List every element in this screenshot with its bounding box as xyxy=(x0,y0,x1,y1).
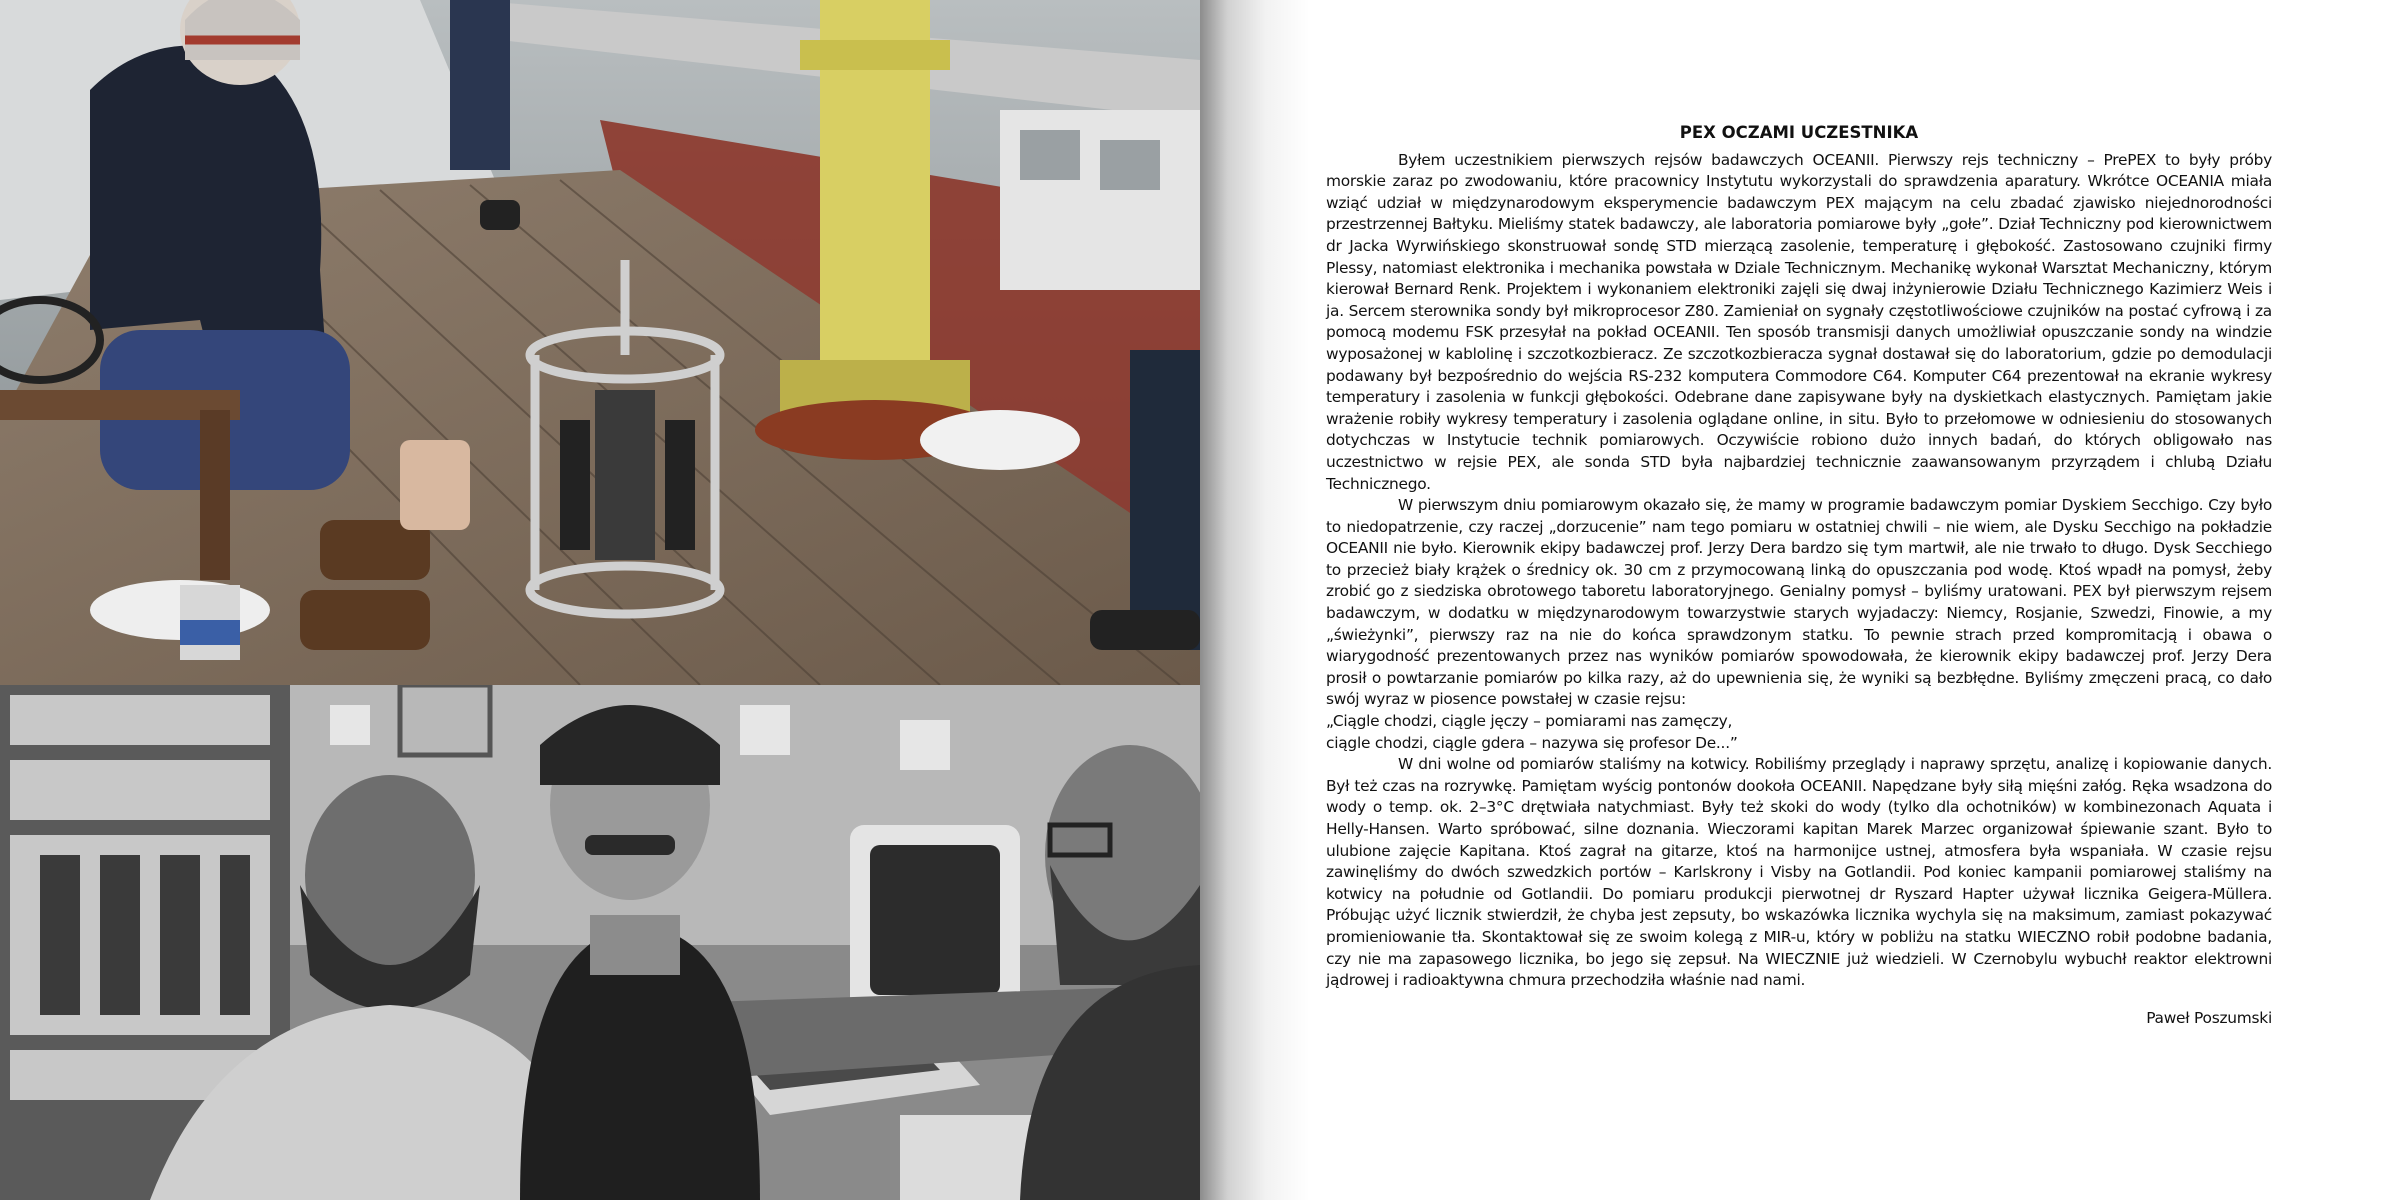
article-paragraph: Byłem uczestnikiem pierwszych rejsów badawczych OCEANII. Pierwszy rejs techniczny – PrePEX to były próby morskie zaraz po zwodowaniu, które pracownicy Instytutu wykorzystali do sprawdzenia aparatury. Wkrótce OCEANIA miała wziąć udział w międzynarodowym eksperymencie badawczym PEX mającym na celu zbadać zjawisko niejednorodności przestrzennej Bałtyku. Mieliśmy statek badawczy, ale laboratoria pomiarowe były „gołe”. Dział Techniczny pod kierownictwem dr Jacka Wyrwińskiego skonstruował sondę STD mierzącą zasolenie, temperaturę i głębokość. Zastosowano czujniki firmy Plessy, natomiast elektronika i mechanika powstała w Dziale Technicznym. Mechanikę wykonał Warsztat Mechaniczny, którym kierował Bernard Renk. Projektem i wykonaniem elektroniki zajęli się dwaj inżynierowie Działu Technicznego Kazimierz Weis i ja. Sercem sterownika sondy był mikroprocesor Z80. Zamieniał on sygnały częstotliwościowe czujników na postać cyfrową i za pomocą modemu FSK przesyłał na pokład OCEANII. Ten sposób transmisji danych umożliwiał opuszczanie sondy na windzie wyposażonej w kablolinę i szczotkozbieracz. Ze szczotkozbieracza sygnał dostawał się do laboratorium, gdzie po demodulacji podawany był bezpośrednio do wejścia RS-232 komputera Commodore C64. Komputer C64 prezentował na ekranie wykresy temperatury i zasolenia w funkcji głębokości. Odebrane dane zapisywane były na dyskietkach elastycznych. Pamiętam jakie wrażenie robiły wykresy temperatury i zasolenia oglądane online, in situ. Było to przełomowe w odniesieniu do stosowanych dotychczas w Instytucie technik pomiarowych. Oczywiście robiono dużo innych badań, do których obligowało nas uczestnictwo w rejsie PEX, ale sonda STD była najbardziej technicznie zaawansowanym przyrządem i chlubą Działu Technicznego. xyxy=(1326,150,2272,493)
deck-photo-graphic xyxy=(0,0,1200,685)
song-verse-line: „Ciągle chodzi, ciągle jęczy – pomiarami nas zamęczy, xyxy=(1326,712,1733,731)
author-signature: Paweł Poszumski xyxy=(2146,1008,2272,1027)
laboratory-photo xyxy=(0,685,1200,1200)
deck-photo xyxy=(0,0,1200,685)
text-page xyxy=(1200,0,2400,1200)
laboratory-photo-graphic xyxy=(0,685,1200,1200)
article-title: PEX OCZAMI UCZESTNIKA xyxy=(1679,123,1919,142)
song-verse-line: ciągle chodzi, ciągle gdera – nazywa się profesor De...” xyxy=(1326,733,1738,752)
article-paragraph: W dni wolne od pomiarów staliśmy na kotwicy. Robiliśmy przeglądy i naprawy sprzętu, analizę i kopiowanie danych. Był też czas na rozrywkę. Pamiętam wyścig pontonów dookoła OCEANII. Napędzane były siłą mięśni załóg. Ręka wsadzona do wody o temp. ok. 2–3°C drętwiała natychmiast. Były też skoki do wody (tylko dla ochotników) w kombinezonach Aquata i Helly-Hansen. Warto spróbować, silne doznania. Wieczorami kapitan Marek Marzec organizował śpiewanie szant. Było to ulubione zajęcie Kapitana. Ktoś zagrał na gitarze, ktoś na harmonijce ustnej, atmosfera była wspaniała. W czasie rejsu zawinęliśmy do dwóch szwedzkich portów – Karlskrony i Visby na Gotlandii. Pod koniec kampanii pomiarowej staliśmy na kotwicy na południe od Gotlandii. Do pomiaru produkcji pierwotnej dr Ryszard Hapter używał licznika Geigera-Müllera. Próbując użyć licznik stwierdził, że chyba jest zepsuty, bo wskazówka licznika wychyla się na maksimum, zamiast pokazywać promieniowanie tła. Skontaktował się ze swoim kolegą z MIR-u, który w pobliżu na statku WIECZNO robił podobne badania, czy nie ma zapasowego licznika, bo jego się zepsuł. Na WIECZNIE już wiedzieli. W Czernobylu wybuchł reaktor elektrowni jądrowej i radioaktywna chmura przechodziła właśnie nad nami. xyxy=(1326,755,2272,990)
article-paragraph: W pierwszym dniu pomiarowym okazało się, że mamy w programie badawczym pomiar Dyskiem Secchigo. Czy było to niedopatrzenie, czy raczej „dorzucenie” nam tego pomiaru w ostatniej chwili – nie wiem, ale Dysku Secchigo na pokładzie OCEANII nie było. Kierownik ekipy badawczej prof. Jerzy Dera bardzo się tym martwił, ale nie trwało to długo. Dysk Secchiego to przecież biały krążek o średnicy ok. 30 cm z przymocowaną linką do opuszczania pod wodę. Ktoś wpadł na pomysł, żeby zrobić go z siedziska obrotowego taboretu laboratoryjnego. Genialny pomysł – byliśmy uratowani. PEX był pierwszym rejsem badawczym, w dodatku w międzynarodowym towarzystwie starych wyjadaczy: Niemcy, Rosjanie, Szwedzi, Finowie, a my „świeżynki”, pierwszy raz na nie do końca sprawdzonym statku. To pewnie strach przed kompromitacją i obawa o wiarygodność prezentowanych przez nas wyników pomiarów spowodowała, że kierownik ekipy badawczej prof. Jerzy Dera prosił o powtarzanie pomiarów po kilka razy, aż do upewnienia się, że wyniki są bezbłędne. Byliśmy zmęczeni pracą, co dało swój wyraz w piosence powstałej w czasie rejsu: xyxy=(1326,496,2272,709)
article xyxy=(1326,122,2272,1029)
